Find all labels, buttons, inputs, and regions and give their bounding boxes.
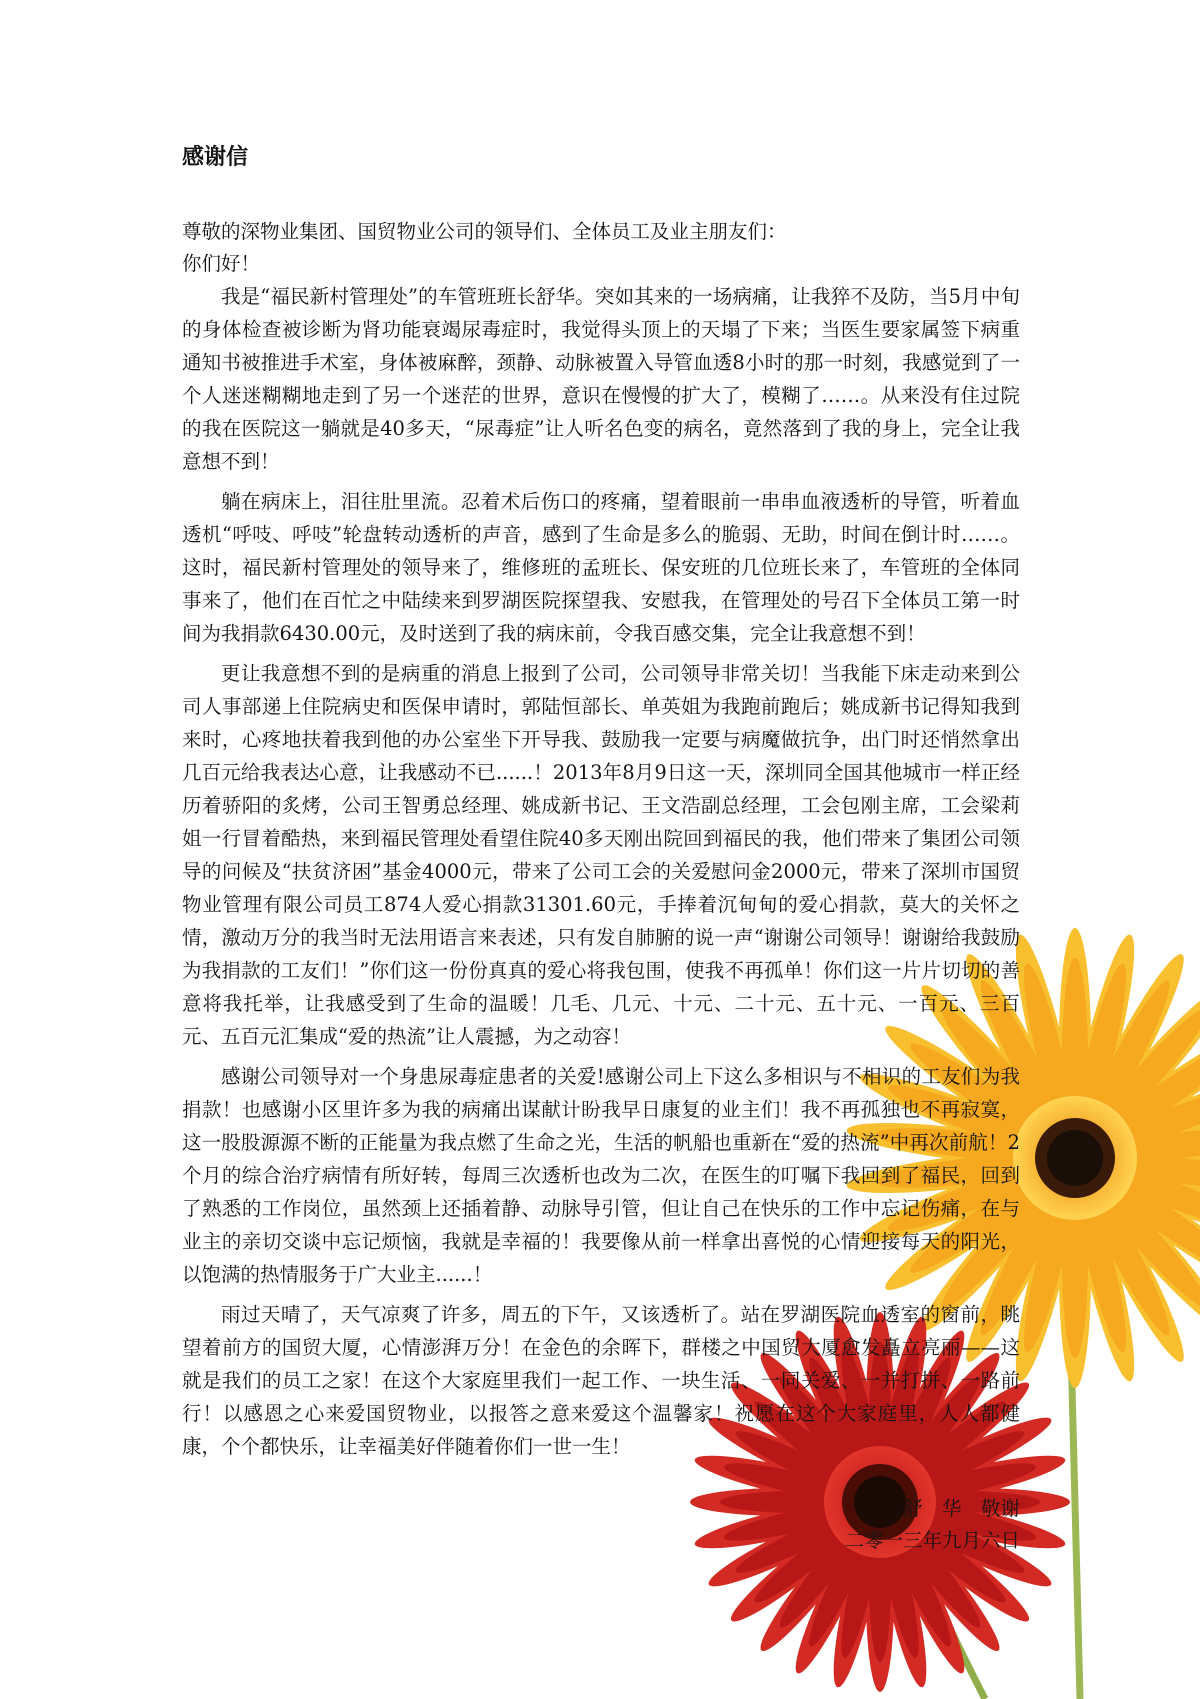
paragraph: 我是“福民新村管理处”的车管班班长舒华。突如其来的一场病痛，让我猝不及防，当5月中旬的身体检查被诊断为肾功能衰竭尿毒症时，我觉得头顶上的天塌了下来；当医生要家属签下病重通知书被推进手术室，身体被麻醉，颈静、动脉被置入导管血透8小时的那一时刻，我感觉到了一个人迷迷糊糊地走到了另一个迷茫的世界，意识在慢慢的扩大了，模糊了……。从来没有住过院的我在医院这一躺就是40多天，“尿毒症”让人听名色变的病名，竟然落到了我的身上，完全让我意想不到！ bbox=[182, 285, 1020, 473]
letter-date: 二零一三年九月六日 bbox=[844, 1529, 1020, 1552]
signature: 舒 华 敬谢 bbox=[902, 1497, 1020, 1520]
paragraph: 感谢公司领导对一个身患尿毒症患者的关爱!感谢公司上下这么多相识与不相识的工友们为我捐款！也感谢小区里许多为我的病痛出谋献计盼我早日康复的业主们！我不再孤独也不再寂寞，这一股股源源不断的正能量为我点燃了生命之光，生活的帆船也重新在“爱的热流”中再次前航！2个月的综合治疗病情有所好转，每周三次透析也改为二次，在医生的叮嘱下我回到了福民，回到了熟悉的工作岗位，虽然颈上还插着静、动脉导引管，但让自己在快乐的工作中忘记伤痛，在与业主的亲切交谈中忘记烦恼，我就是幸福的！我要像从前一样拿出喜悦的心情迎接每天的阳光，以饱满的热情服务于广大业主......！ bbox=[182, 1065, 1020, 1286]
greeting: 你们好！ bbox=[182, 252, 261, 275]
signature-block bbox=[182, 1493, 1020, 1557]
paragraph: 躺在病床上，泪往肚里流。忍着术后伤口的疼痛，望着眼前一串串血液透析的导管，听着血透机“呼吱、呼吱”轮盘转动透析的声音，感到了生命是多么的脆弱、无助，时间在倒计时……。这时，福民新村管理处的领导来了，维修班的孟班长、保安班的几位班长来了，车管班的全体同事来了，他们在百忙之中陆续来到罗湖医院探望我、安慰我，在管理处的号召下全体员工第一时间为我捐款6430.00元，及时送到了我的病床前，令我百感交集，完全让我意想不到！ bbox=[182, 490, 1020, 645]
thank-you-letter bbox=[182, 140, 1020, 1557]
letter-title: 感谢信 bbox=[182, 145, 249, 170]
salutation: 尊敬的深物业集团、国贸物业公司的领导们、全体员工及业主朋友们： bbox=[182, 220, 787, 243]
paragraph: 更让我意想不到的是病重的消息上报到了公司，公司领导非常关切！当我能下床走动来到公司人事部递上住院病史和医保申请时，郭陆恒部长、单英姐为我跑前跑后；姚成新书记得知我到来时，心疼地扶着我到他的办公室坐下开导我、鼓励我一定要与病魔做抗争，出门时还悄然拿出几百元给我表达心意，让我感动不已......！2013年8月9日这一天，深圳同全国其他城市一样正经历着骄阳的炙烤，公司王智勇总经理、姚成新书记、王文浩副总经理，工会包刚主席，工会梁莉姐一行冒着酷热，来到福民管理处看望住院40多天刚出院回到福民的我，他们带来了集团公司领导的问候及“扶贫济困”基金4000元，带来了公司工会的关爱慰问金2000元，带来了深圳市国贸物业管理有限公司员工874人爱心捐款31301.60元，手捧着沉甸甸的爱心捐款，莫大的关怀之情，激动万分的我当时无法用语言来表述，只有发自肺腑的说一声“谢谢公司领导！谢谢给我鼓励为我捐款的工友们！”你们这一份份真真的爱心将我包围，使我不再孤单！你们这一片片切切的善意将我托举，让我感受到了生命的温暖！几毛、几元、十元、二十元、五十元、一百元、三百元、五百元汇集成“爱的热流”让人震撼，为之动容！ bbox=[182, 662, 1020, 1048]
paragraph: 雨过天晴了，天气凉爽了许多，周五的下午，又该透析了。站在罗湖医院血透室的窗前，眺望着前方的国贸大厦，心情澎湃万分！在金色的余晖下，群楼之中国贸大厦愈发矗立亮丽——这就是我们的员工之家！在这个大家庭里我们一起工作、一块生活、一同关爱、一并打拼、一路前行！以感恩之心来爱国贸物业，以报答之意来爱这个温馨家！祝愿在这个大家庭里，人人都健康，个个都快乐，让幸福美好伴随着你们一世一生！ bbox=[182, 1303, 1020, 1458]
